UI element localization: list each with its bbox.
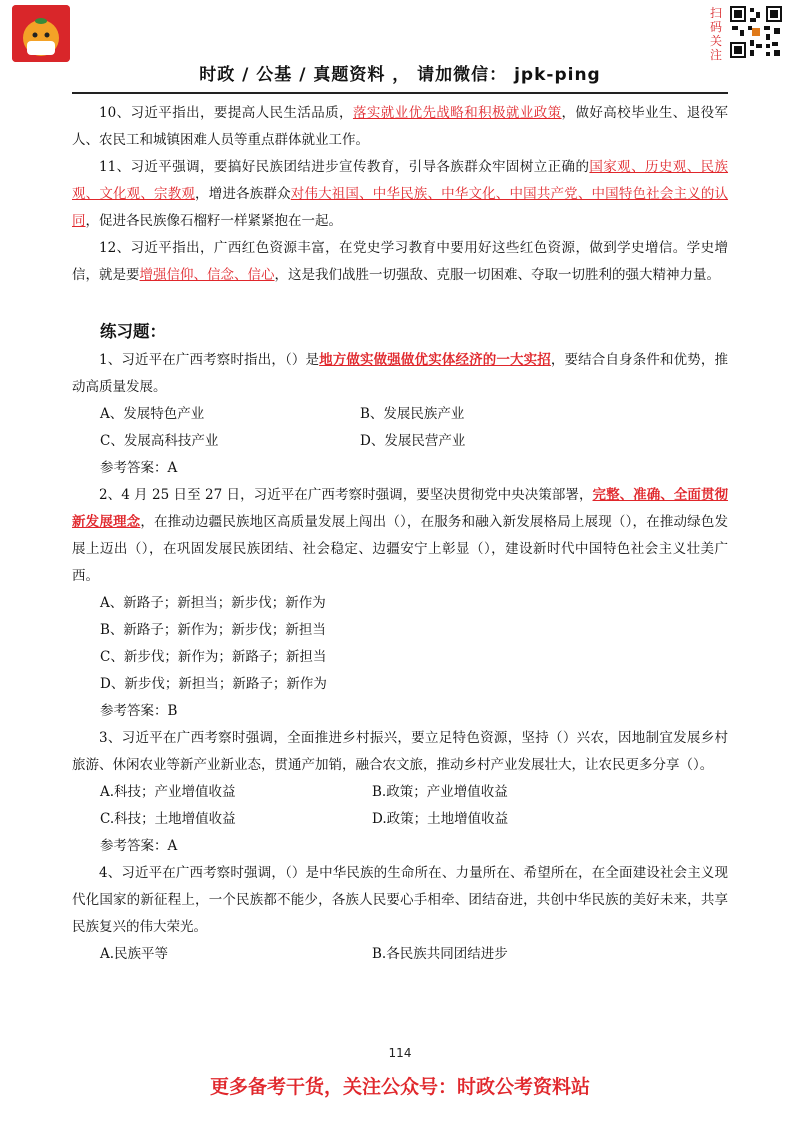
question-1-options <box>72 428 728 455</box>
document-body <box>72 100 728 968</box>
question-3-answer: 参考答案：A <box>100 838 178 854</box>
option-b: B、发展民族产业 <box>360 406 465 422</box>
question-1 <box>72 347 728 401</box>
option-a: A.科技；产业增值收益 <box>100 784 236 800</box>
option-d: D、发展民营产业 <box>360 433 466 449</box>
intro-paragraph-10 <box>72 100 728 154</box>
text-run: 1、习近平在广西考察时指出，（）是 <box>99 352 320 368</box>
qr-label: 扫码关注 <box>709 6 722 62</box>
exercises-title: 练习题： <box>100 322 166 341</box>
text-run: ，做好高校毕业生、退役军人、农民工和城镇困难人员等重点群体就业工作。 <box>72 105 729 148</box>
option-b: B、新路子；新作为；新步伐；新担当 <box>100 622 326 638</box>
option-b: B.政策；产业增值收益 <box>372 784 508 800</box>
option-c: C、发展高科技产业 <box>100 433 219 449</box>
text-run: 12、习近平指出，广西红色资源丰富，在党史学习教育中要用好这些红色资源，做到学史增信。学史增信，就是要 <box>72 240 728 283</box>
text-run: ，这是我们战胜一切强敌、克服一切困难、夺取一切胜利的强大精神力量。 <box>274 267 720 283</box>
question-3-options <box>72 779 728 806</box>
highlighted-text: 落实就业优先战略和积极就业政策 <box>352 105 562 121</box>
option-a: A、发展特色产业 <box>100 406 205 422</box>
intro-paragraph-11 <box>72 154 728 235</box>
option-d: D.政策；土地增值收益 <box>372 811 509 827</box>
highlighted-text: 地方做实做强做优实体经济的一大实招 <box>319 352 551 368</box>
footer-banner: 更多备考干货，关注公众号：时政公考资料站 <box>209 1076 590 1098</box>
text-run: ，促进各民族像石榴籽一样紧紧抱在一起。 <box>85 213 342 229</box>
highlighted-text: 对伟大祖国、中华民族、中华文化、中国共产党、中国特色社会主义的认同 <box>72 186 729 229</box>
question-2 <box>72 482 728 590</box>
text-run: 10、习近平指出，要提高人民生活品质， <box>99 105 353 121</box>
question-4-options <box>72 941 728 968</box>
highlighted-text: 完整、准确、全面贯彻新发展理念 <box>72 487 729 530</box>
option-a: A、新路子；新担当；新步伐；新作为 <box>100 595 326 611</box>
page-number: 114 <box>388 1046 412 1060</box>
highlighted-text: 增强信仰、信念、信心 <box>139 267 275 283</box>
header-title: 时政 / 公基 / 真题资料 ， 请加微信： jpk-ping <box>199 65 601 85</box>
intro-paragraph-12 <box>72 235 728 289</box>
question-1-answer: 参考答案：A <box>100 460 178 476</box>
option-b: B.各民族共同团结进步 <box>372 946 508 962</box>
text-run: 4、习近平在广西考察时强调，（）是中华民族的生命所在、力量所在、希望所在，在全面建设社会主义现代化国家的新征程上，一个民族都不能少，各族人民要心手相牵、团结奋进，共创中华民族的美好未来，共享民族复兴的伟大荣光。 <box>72 865 728 935</box>
question-4 <box>72 860 728 941</box>
question-3-options <box>72 806 728 833</box>
question-1-options <box>72 401 728 428</box>
text-run: 11、习近平强调，要搞好民族团结进步宣传教育，引导各族群众牢固树立正确的 <box>99 159 590 175</box>
text-run: 2、4 月 25 日至 27 日，习近平在广西考察时强调，要坚决贯彻党中央决策部署， <box>99 487 593 503</box>
option-c: C、新步伐；新作为；新路子；新担当 <box>100 649 327 665</box>
text-run: ，增进各族群众 <box>195 186 291 202</box>
logo-image <box>12 5 70 62</box>
option-a: A.民族平等 <box>100 946 169 962</box>
text-run: ，要结合自身条件和优势，推动高质量发展。 <box>72 352 729 395</box>
qr-code-image <box>728 4 784 60</box>
option-c: C.科技；土地增值收益 <box>100 811 236 827</box>
option-d: D、新步伐；新担当；新路子；新作为 <box>100 676 327 692</box>
question-2-answer: 参考答案：B <box>100 703 178 719</box>
highlighted-text: 国家观、历史观、民族观、文化观、宗教观 <box>72 159 729 202</box>
header-divider <box>72 92 728 94</box>
question-3 <box>72 725 728 779</box>
text-run: ，在推动边疆民族地区高质量发展上闯出（），在服务和融入新发展格局上展现（），在推动绿色发展上迈出（），在巩固发展民族团结、社会稳定、边疆安宁上彰显（），建设新时代中国特色社会主义壮美广西。 <box>72 514 729 584</box>
text-run: 3、习近平在广西考察时强调，全面推进乡村振兴，要立足特色资源，坚持（）兴农，因地制宜发展乡村旅游、休闲农业等新产业新业态，贯通产加销，融合农文旅，推动乡村产业发展壮大，让农民更多分享（）。 <box>72 730 728 773</box>
